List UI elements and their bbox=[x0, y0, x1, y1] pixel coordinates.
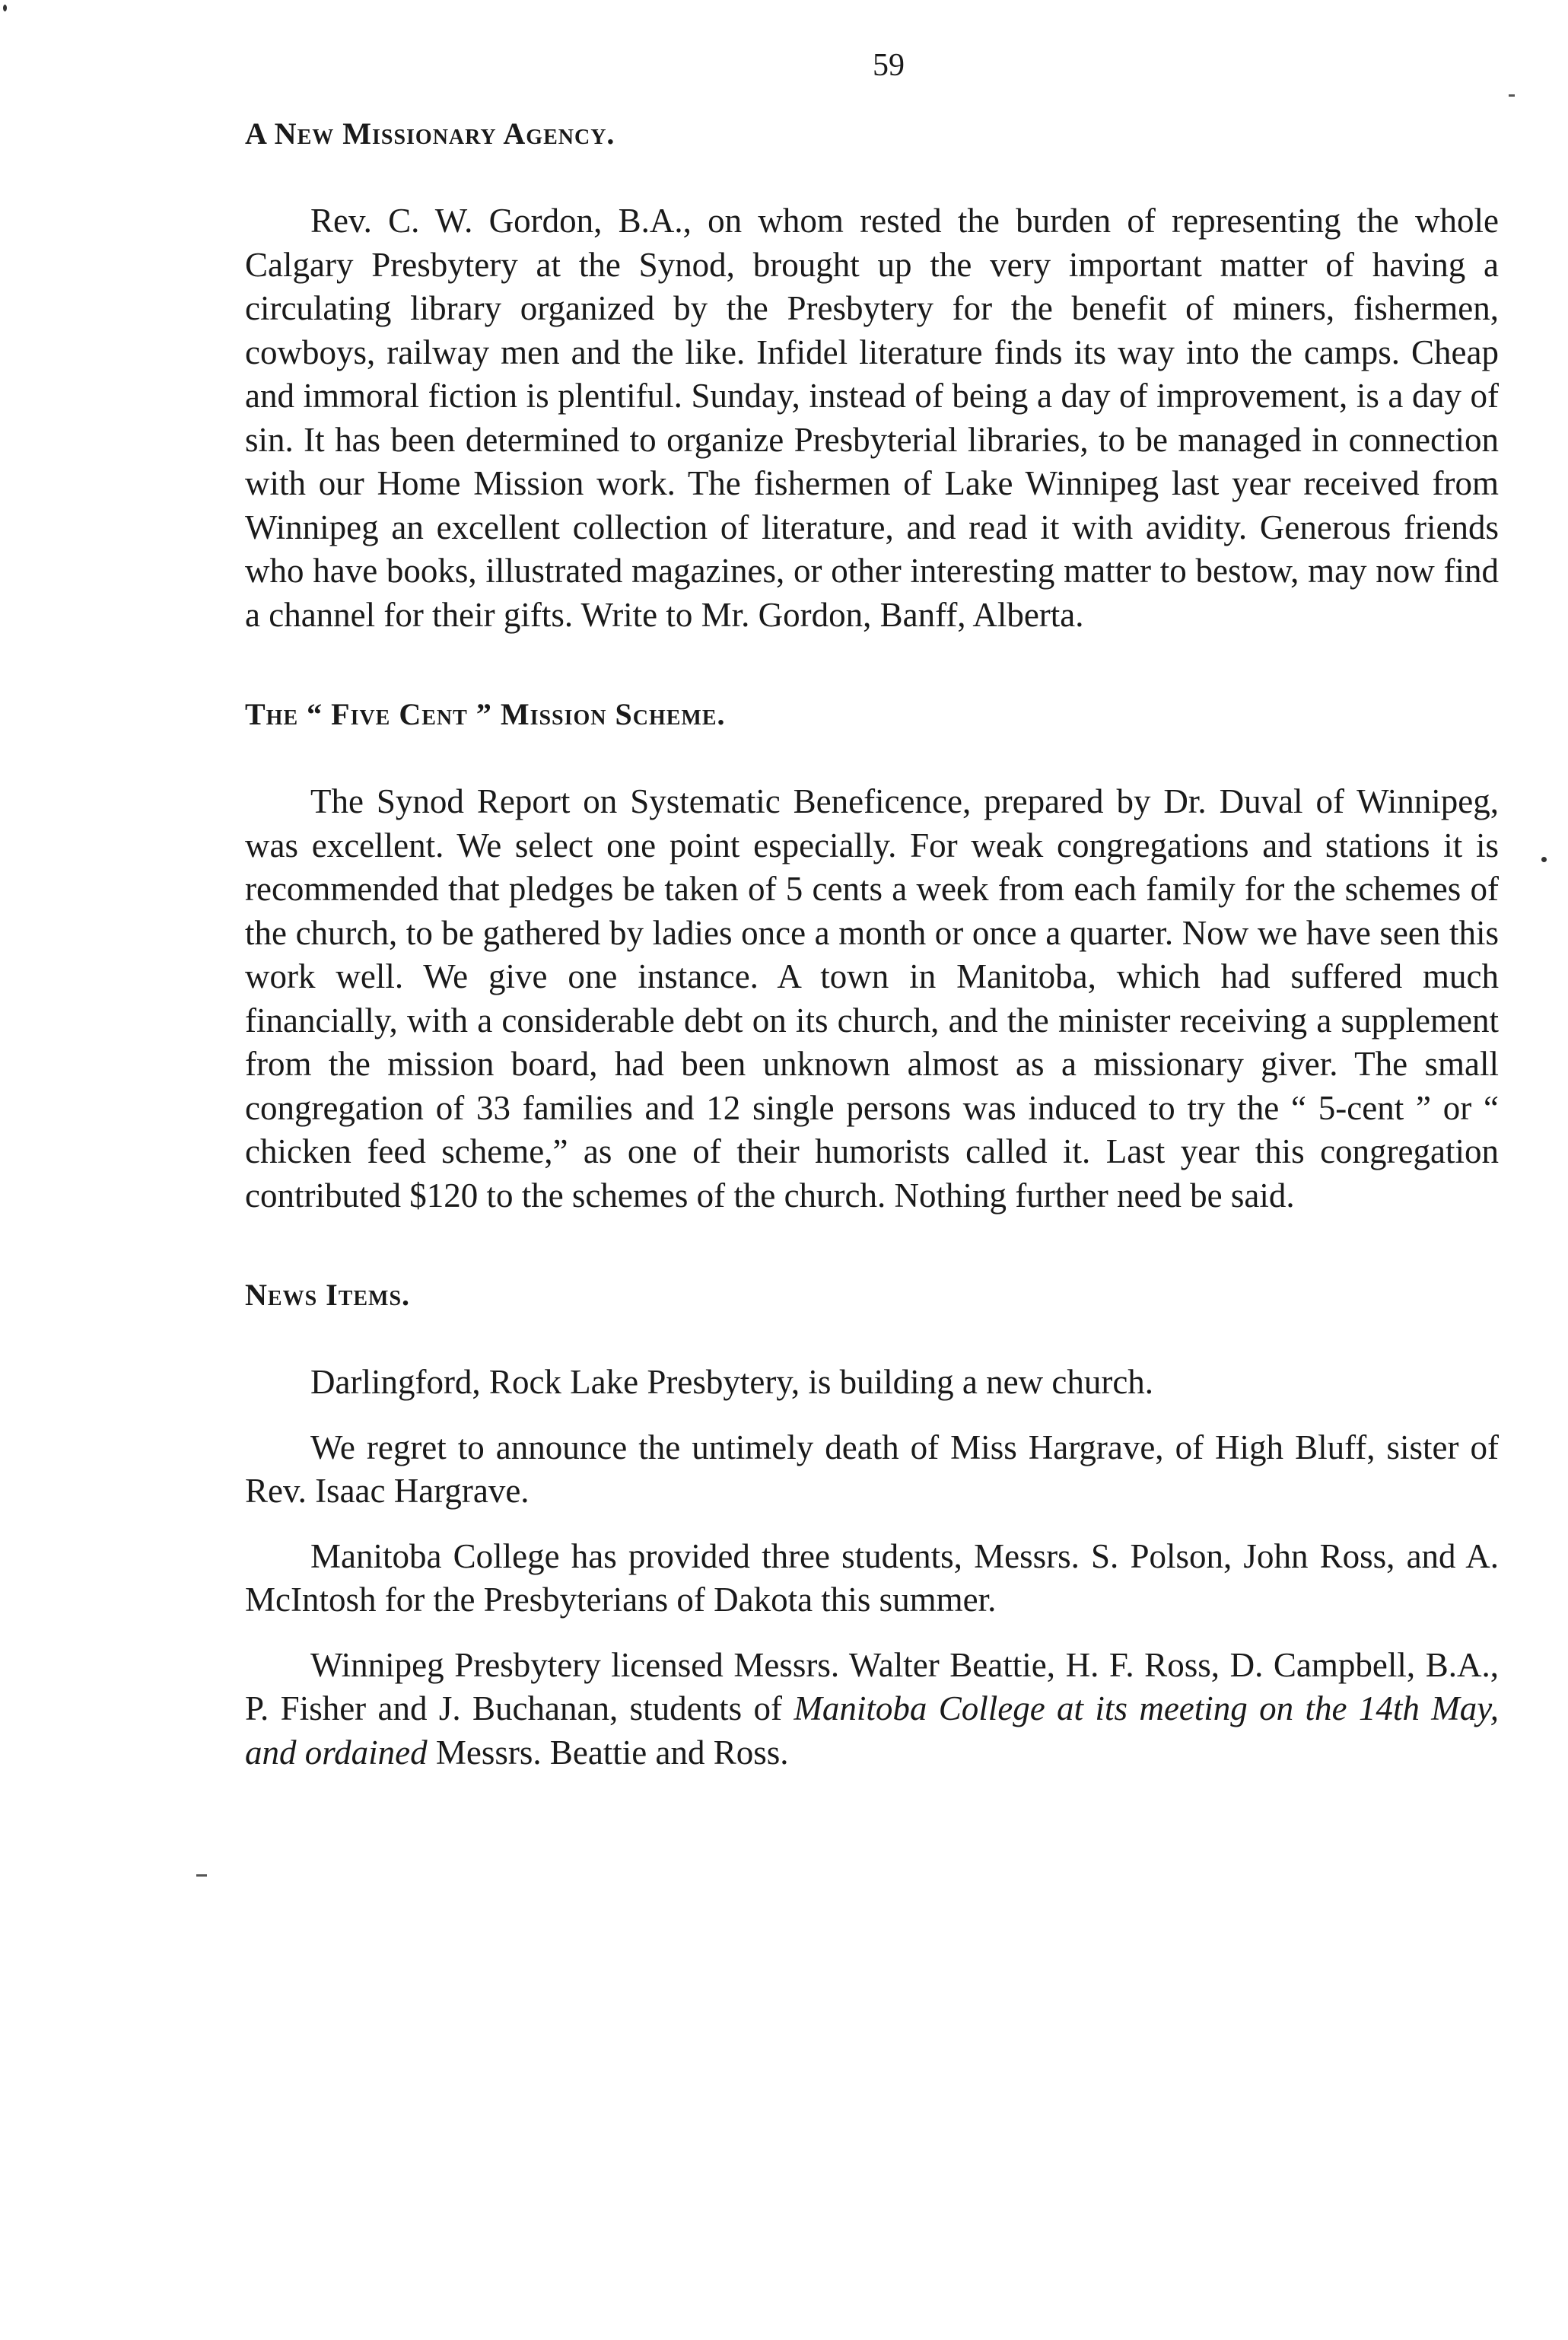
news-item: Manitoba College has provided three students, Messrs. S. Polson, John Ross, and A. McIntosh for the Presbyterians of Dakota this summer. bbox=[245, 1536, 1499, 1619]
margin-mark bbox=[1509, 94, 1515, 97]
margin-mark bbox=[196, 1874, 207, 1877]
news-item-text-end: Messrs. Beattie and Ross. bbox=[427, 1733, 789, 1772]
news-item-text: Winnipeg Presbytery licensed Messrs. Walter Beattie, H. F. Ross, D. Campbell, B.A., P. Fisher and J. Buchanan, students of bbox=[245, 1645, 1499, 1727]
page-content bbox=[245, 114, 1499, 1775]
margin-speck bbox=[1541, 857, 1547, 862]
section-heading-news-items: News Items. bbox=[245, 1278, 411, 1312]
paragraph-five-cent-scheme: The Synod Report on Systematic Beneficence, prepared by Dr. Duval of Winnipeg, was excellent. We select one point especially. For weak congregations and stations it is recommended that pledges be taken of 5 cents a week from each family for the schemes of the church, to be gathered by ladies once a month or once a quarter. Now we have seen this work well. We give one instance. A town in Manitoba, which had suffered much financially, with a considerable debt on its church, and the minister receiving a supplement from the mission board, had been unknown almost as a missionary giver. The small congregation of 33 families and 12 single persons was induced to try the “ 5-cent ” or “ chicken feed scheme,” as one of their humorists called it. Last year this congregation contributed $120 to the schemes of the church. Nothing further need be said. bbox=[245, 782, 1499, 1215]
paragraph-missionary-agency: Rev. C. W. Gordon, B.A., on whom rested the burden of representing the whole Calgary Presbytery at the Synod, brought up the very important matter of having a circulating library organized by the Presbytery for the benefit of miners, fishermen, cowboys, railway men and the like. Infidel literature finds its way into the camps. Cheap and immoral fiction is plentiful. Sunday, instead of being a day of improvement, is a day of sin. It has been determined to organize Presbyterial libraries, to be managed in connection with our Home Mission work. The fishermen of Lake Winnipeg last year received from Winnipeg an excellent collection of literature, and read it with avidity. Generous friends who have books, illustrated magazines, or other interesting matter to bestow, may now find a channel for their gifts. Write to Mr. Gordon, Banff, Alberta. bbox=[245, 202, 1499, 634]
news-item: Darlingford, Rock Lake Presbytery, is building a new church. bbox=[310, 1363, 1154, 1401]
news-item-italic-text: Manitoba College at its meeting on the 14th May, and ordained bbox=[245, 1689, 1499, 1772]
page-number: 59 bbox=[873, 48, 905, 83]
margin-speck bbox=[3, 5, 7, 11]
section-heading-missionary-agency: A New Missionary Agency. bbox=[245, 116, 615, 151]
section-heading-five-cent-scheme: The “ Five Cent ” Mission Scheme. bbox=[245, 697, 726, 731]
news-item: We regret to announce the untimely death of Miss Hargrave, of High Bluff, sister of Rev. Isaac Hargrave. bbox=[245, 1428, 1499, 1510]
news-item bbox=[245, 1644, 1499, 1775]
